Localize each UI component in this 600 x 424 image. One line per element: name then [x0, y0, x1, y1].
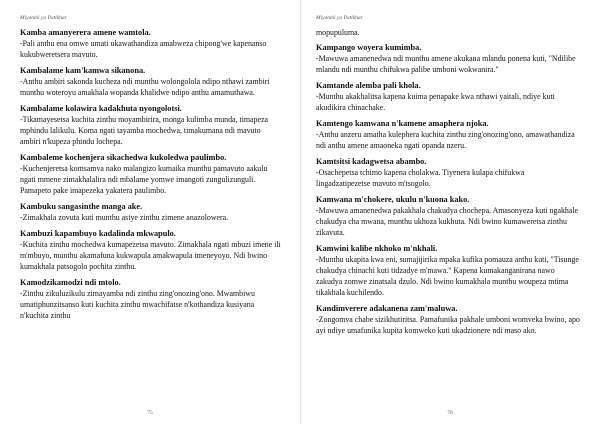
- proverb-entry: [316, 80, 580, 113]
- proverb-explanation: -Pali anthu ena omwe umati ukawathandiza amabweza chipong'we kapenanso kukubweretsera mavuto.: [20, 39, 267, 59]
- proverb-heading: Kambuku sangasinthe manga ake.: [20, 202, 143, 211]
- proverb-heading: Kamtande alemba pali khola.: [316, 81, 421, 90]
- proverb-explanation: -Zinthu zikuluzikulu zimayamba ndi zinthu zing'onozing'ono. Mwambiwu umatiphunzitsanso kuti kuchita zinthu mwachifatse n'kothandiza kusiyana n'kuchita zinthu: [20, 289, 255, 320]
- page-number: 75: [147, 410, 153, 416]
- running-head: Miyambi ya Patikhar: [316, 15, 363, 21]
- proverb-entry: [20, 152, 282, 196]
- proverb-heading: Kamba amanyerera amene wamtola.: [20, 28, 151, 37]
- proverb-heading: Kampango woyera kumimba.: [316, 43, 422, 52]
- entries: [316, 42, 580, 336]
- proverb-entry: [316, 118, 580, 151]
- proverb-heading: Kamtengo kamwana n'kamene amaphera njoka.: [316, 119, 489, 128]
- proverb-entry: [20, 27, 282, 60]
- proverb-entry: [20, 201, 282, 223]
- proverb-explanation: -Anthu ambiri sakonda kucheza ndi munthu wolongolola ndipo nthawi zambiri munthu woteroyu amakhala wopanda khalidwe ndipo anthu amamuthawa.: [20, 77, 270, 97]
- running-head: Miyambi ya Patikhar: [20, 15, 67, 21]
- proverb-entry: [316, 156, 580, 189]
- proverb-explanation: -Anthu anzeru amatha kulephera kuchita zinthu zing'onozing'ono, amawathandiza ndi anthu amene amaoneka ngati opanda nzeru.: [316, 130, 575, 150]
- proverb-explanation: -Zimakhala zovuta kuti munthu asiye zinthu zimene anazolowera.: [20, 213, 229, 222]
- right-page: [300, 0, 600, 424]
- proverb-entry: [316, 243, 580, 298]
- proverb-explanation: -Mawuwa amanenedwa ndi munthu amene akukana mlandu ponena kuti, "Ndilibe mlandu ndi munthu chifukwa palibe umboni wokwanira.": [316, 54, 576, 74]
- proverb-heading: Kamtsitsi kadagwetsa abambo.: [316, 157, 427, 166]
- proverb-heading: Kambaleme kochenjera sikachedwa kukoledwa paulimbo.: [20, 153, 227, 162]
- proverb-entry: [316, 42, 580, 75]
- proverb-explanation: -Osachepetsa tchimo kapena cholakwa. Tiyenera kulapa chifukwa lingadzatipezetse mavuto m'tsogolo.: [316, 168, 525, 188]
- proverb-explanation: -Kuchita zinthu mochedwa kumapezetsa mavuto. Zimakhala ngati mbuzi imene ili m'mbuyo, munthu akamafuna kukwapula amakwapula imeneyoyo. Ndi bwino kumakhala patsogolo pochita zinthu.: [20, 240, 281, 271]
- proverb-explanation: -Kuchenjeretsa komsamva nako malangizo kumaika munthu pamavuto aakulu ngati mmene zimakhalalira ndi mbalame yomwe imangoti zungulizunguli. Pamapeto pake imapezeka yakatera paulimbo.: [20, 164, 268, 195]
- page-number: 76: [447, 410, 453, 416]
- proverb-heading: Kambalame kolawira kadakhuta nyongolotsi.: [20, 104, 182, 113]
- entries: [20, 27, 282, 321]
- top-fragments: [316, 27, 580, 38]
- proverb-explanation: -Zongomva chabe sizikhutiritsa. Pamafunika pakhale umboni womveka bwino, apo ayi ndiye umafunika kupita komweko kuti ukadzionere ndi maso ako.: [316, 315, 580, 335]
- proverb-heading: Kamwini kalibe nkhoko m'nkhali.: [316, 244, 438, 253]
- proverb-heading: Kamodzikamodzi ndi mtolo.: [20, 278, 121, 287]
- proverb-entry: [20, 65, 282, 98]
- proverb-entry: [316, 194, 580, 238]
- proverb-heading: Kambuzi kapambuyo kadalinda mkwapulo.: [20, 229, 176, 238]
- proverb-explanation: -Munthu akakhalitsa kapena kuima penapake kwa nthawi yaitali, ndiye kuti akudikira chinachake.: [316, 92, 555, 112]
- proverb-entry: [20, 103, 282, 147]
- proverb-explanation: -Tikamayesetsa kuchita zinthu moyambirira, monga kulimba munda, timapeza mphindu lalikulu. Koma ngati tayamba mochedwa, timakumana ndi mavuto ambiri n'kupeza phindu lochepa.: [20, 115, 268, 146]
- proverb-heading: Kambalame kam'kamwa sikanona.: [20, 66, 146, 75]
- proverb-explanation: -Mawuwa amanenedwa pakakhala chakudya chochepa. Amasonyeza kuti ngakhale chakudya cha mwana, munthu ukhoza kukhuta. Ndi bwino kumaweretsa zinthu zikavuta.: [316, 206, 579, 237]
- proverb-entry: [20, 228, 282, 272]
- proverb-heading: Kandimverere adakanena zam'maluwa.: [316, 304, 458, 313]
- proverb-explanation: -Munthu ukapita kwa eni, sumajijirika mpaka kufika pomauza anthu kuti, "Tisunge chakudya chinachi kuti tidzadye m'mawa." Kapena kumakanganirana nawo zakudya zomwe zinatsala dzulo. Ndi bwino kumakhala munthu woupeza mtima tikakhala kuchilendo.: [316, 255, 579, 297]
- proverb-entry: [316, 303, 580, 336]
- proverb-heading: Kamwana m'chokere, ukulu n'kuona kako.: [316, 195, 470, 204]
- continued-text: mopupuluma.: [316, 28, 360, 37]
- proverb-entry: [20, 277, 282, 321]
